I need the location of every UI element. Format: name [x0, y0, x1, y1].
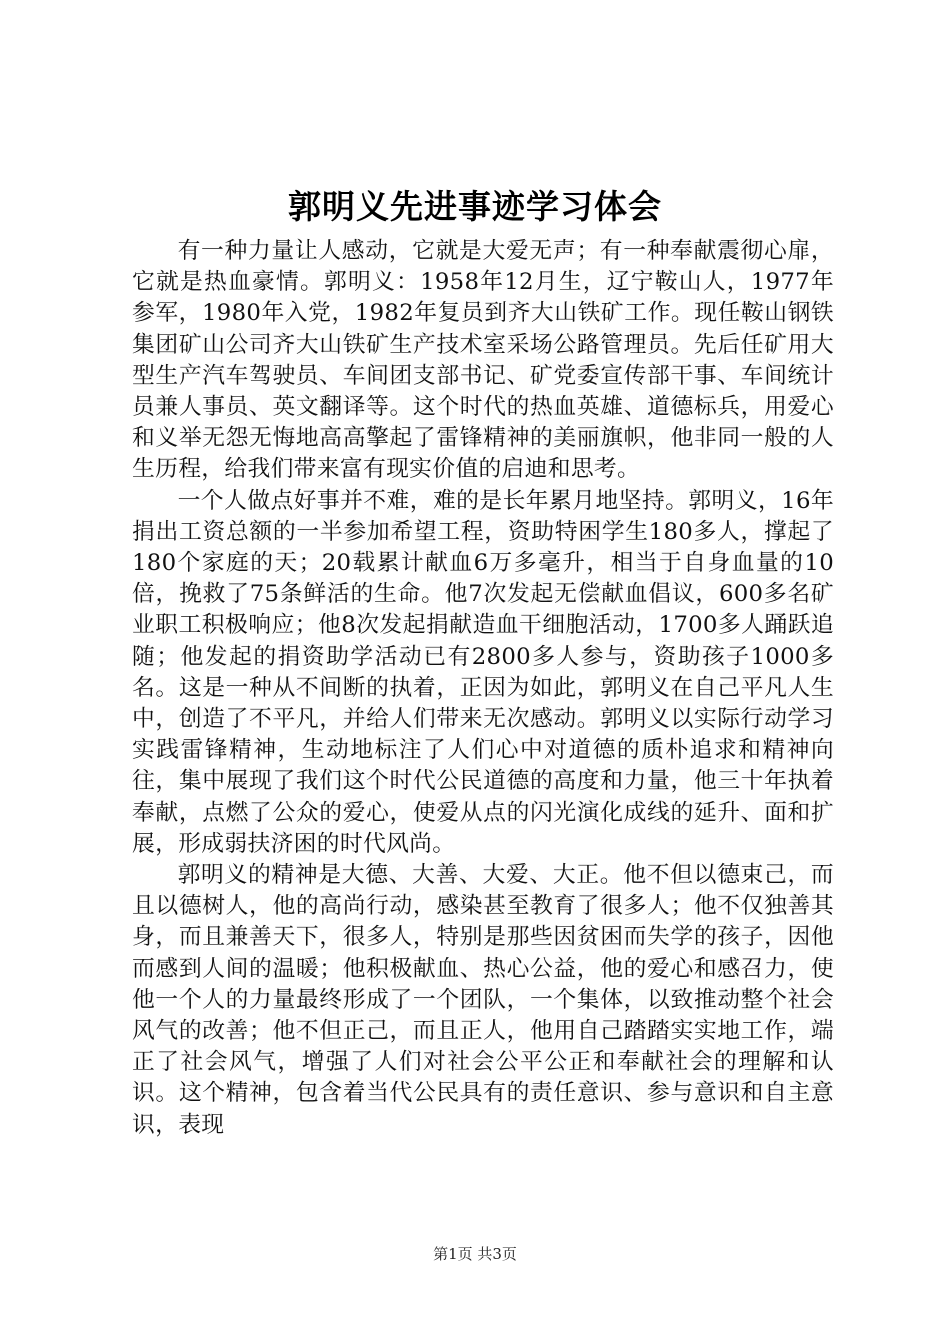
page-number-footer: 第1页 共3页: [433, 1245, 517, 1263]
paragraph: 郭明义的精神是大德、大善、大爱、大正。他不但以德束己，而且以德树人，他的高尚行动，感染甚至教育了很多人；他不仅独善其身，而且兼善天下，很多人，特别是那些因贫困而失学的孩子，因他而感到人间的温暖；他积极献血、热心公益，他的爱心和感召力，使他一个人的力量最终形成了一个团队，一个集体，以致推动整个社会风气的改善；他不但正己，而且正人，他用自己踏踏实实地工作，端正了社会风气，增强了人们对社会公平公正和奉献社会的理解和认识。这个精神，包含着当代公民具有的责任意识、参与意识和自主意识，表现: [132, 862, 834, 1138]
document-body: [132, 236, 834, 1141]
document-title: 郭明义先进事迹学习体会: [288, 187, 662, 226]
paragraph: 有一种力量让人感动，它就是大爱无声；有一种奉献震彻心扉，它就是热血豪情。郭明义：1958年12月生，辽宁鞍山人，1977年参军，1980年入党，1982年复员到齐大山铁矿工作。现任鞍山钢铁集团矿山公司齐大山铁矿生产技术室采场公路管理员。先后任矿用大型生产汽车驾驶员、车间团支部书记、矿党委宣传部干事、车间统计员兼人事员、英文翻译等。这个时代的热血英雄、道德标兵，用爱心和义举无怨无悔地高高擎起了雷锋精神的美丽旗帜，他非同一般的人生历程，给我们带来富有现实价值的启迪和思考。: [132, 238, 834, 483]
paragraph: 一个人做点好事并不难，难的是长年累月地坚持。郭明义，16年捐出工资总额的一半参加希望工程，资助特困学生180多人，撑起了180个家庭的天；20载累计献血6万多毫升，相当于自身血量的10倍，挽救了75条鲜活的生命。他7次发起无偿献血倡议，600多名矿业职工积极响应；他8次发起捐献造血干细胞活动，1700多人踊跃追随；他发起的捐资助学活动已有2800多人参与，资助孩子1000多名。这是一种从不间断的执着，正因为如此，郭明义在自己平凡人生中，创造了不平凡，并给人们带来无次感动。郭明义以实际行动学习实践雷锋精神，生动地标注了人们心中对道德的质朴追求和精神向往，集中展现了我们这个时代公民道德的高度和力量，他三十年执着奉献，点燃了公众的爱心，使爱从点的闪光演化成线的延升、面和扩展，形成弱扶济困的时代风尚。: [132, 487, 834, 857]
